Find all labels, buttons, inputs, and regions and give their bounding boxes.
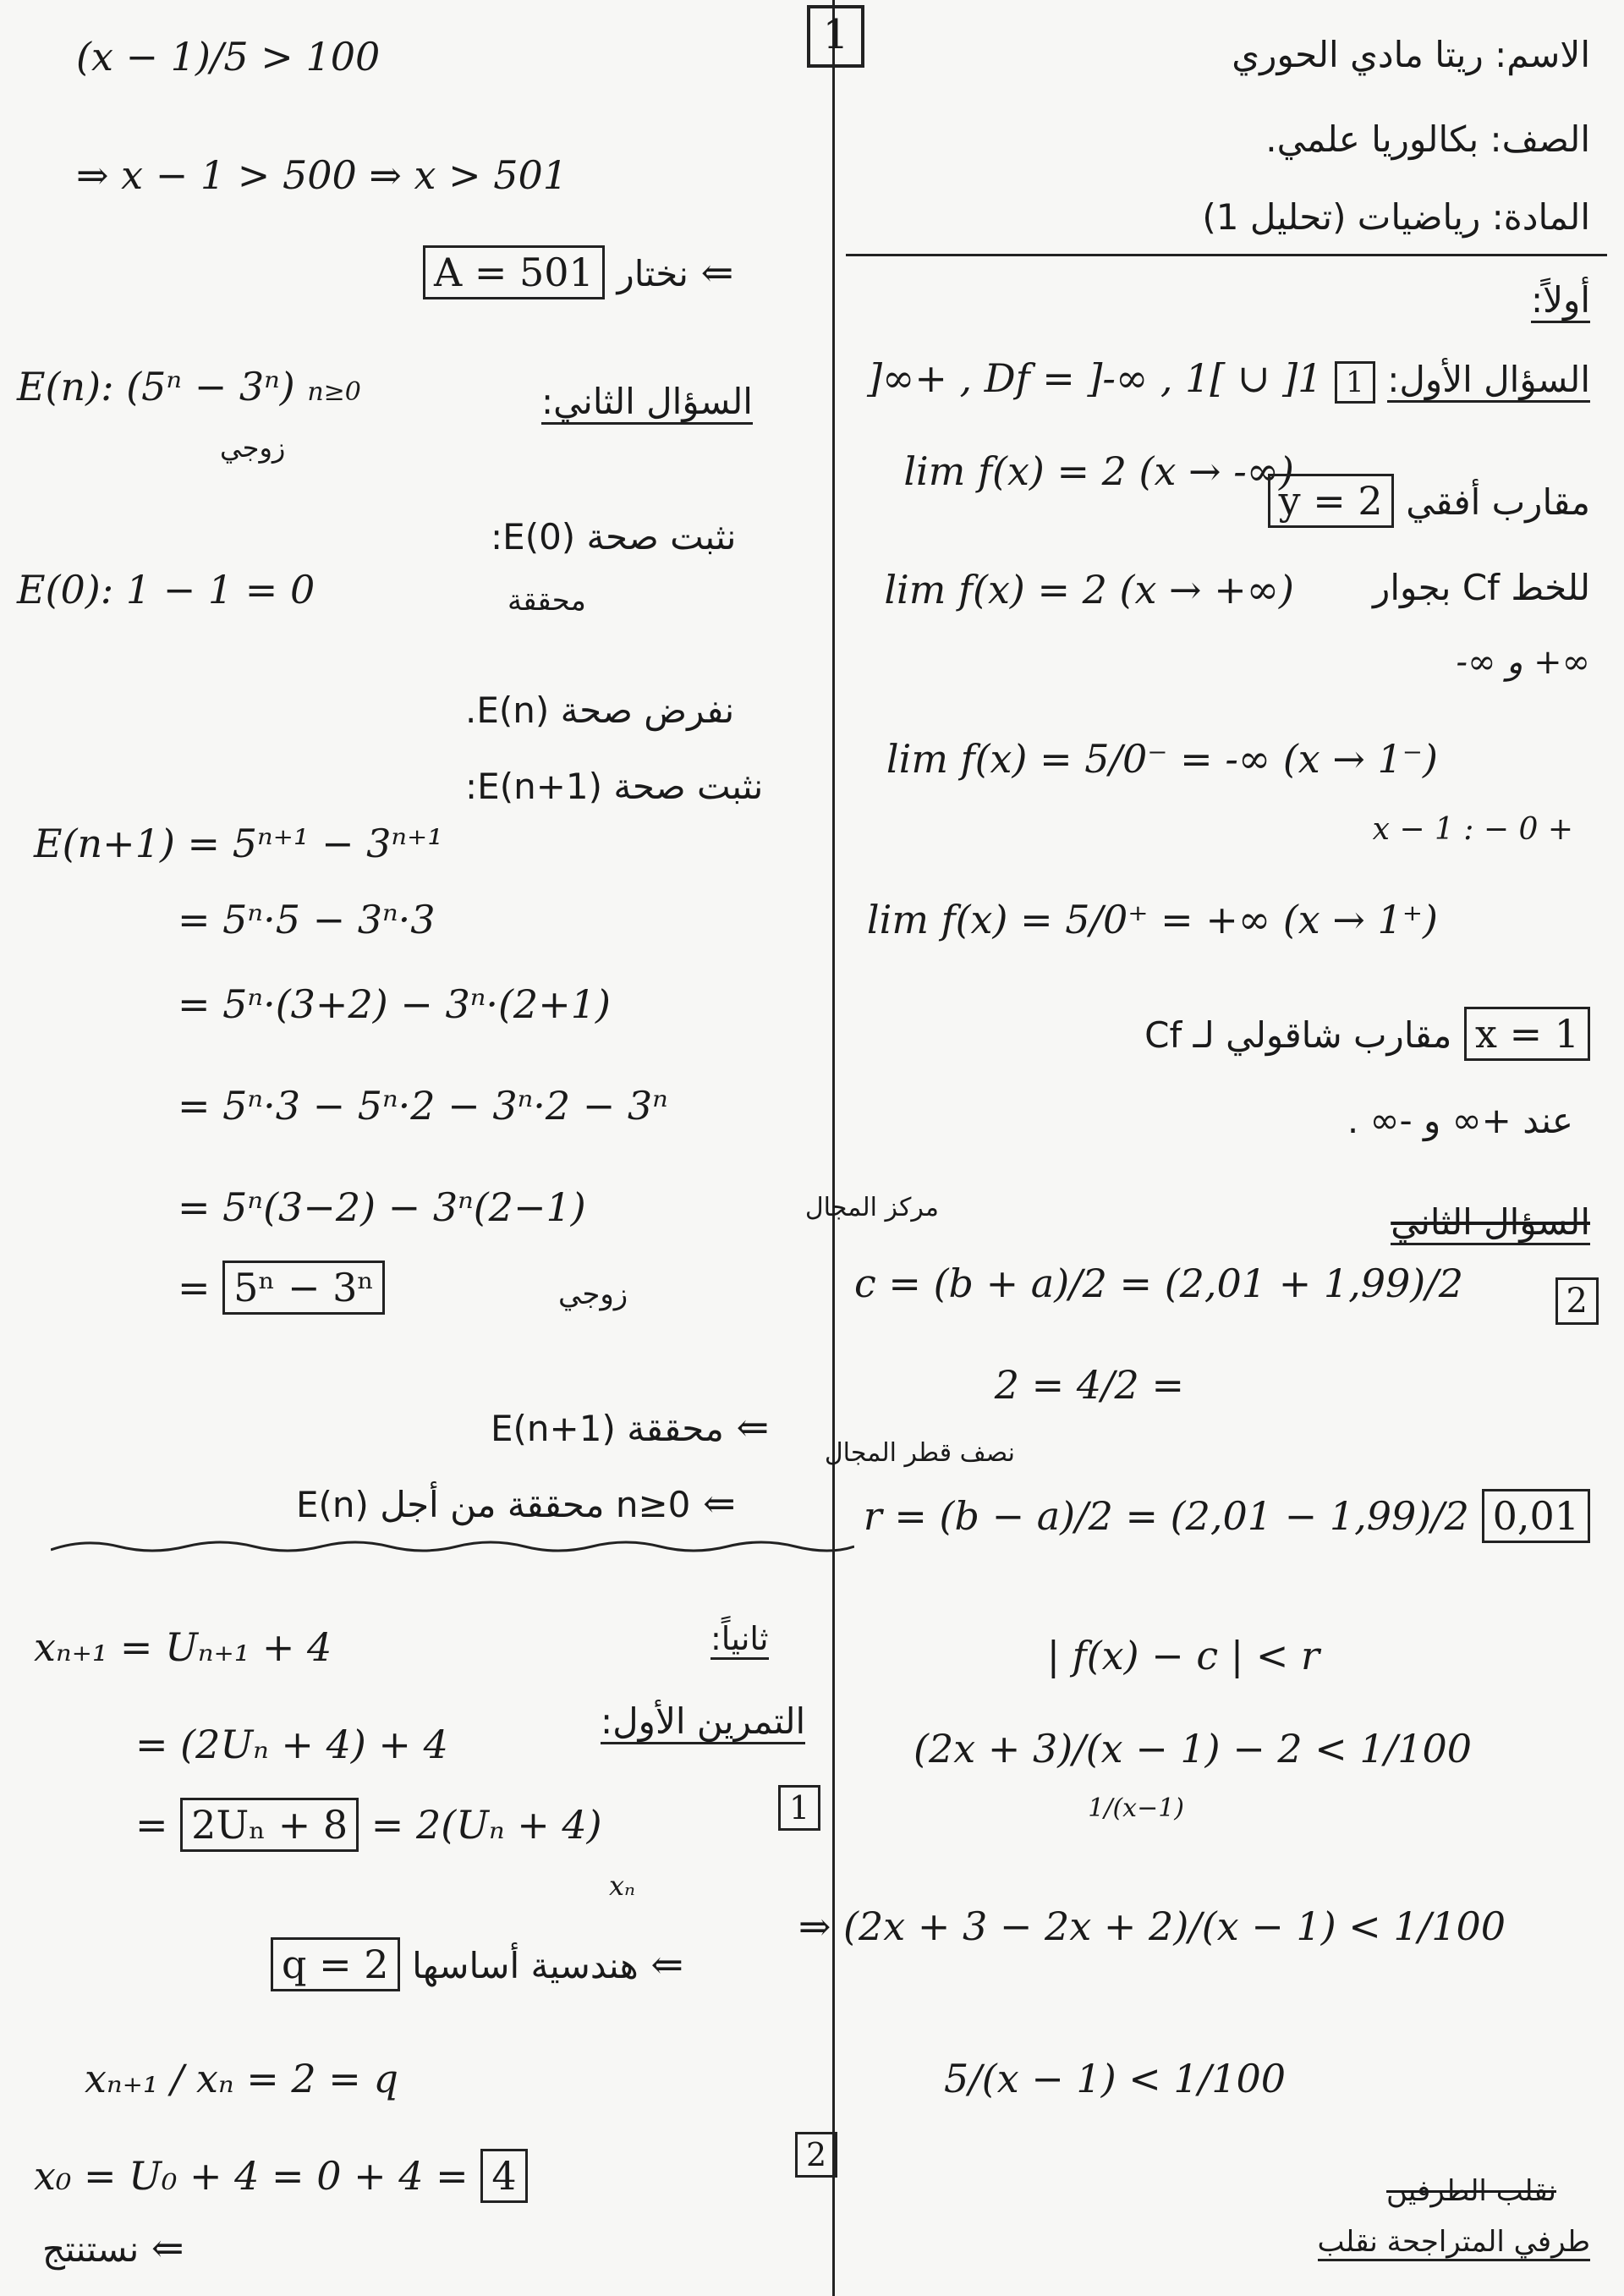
inequality-2: (2x + 3)/(x − 1) − 2 < 1/100: [914, 1726, 1472, 1771]
section-second: ثانياً:: [710, 1620, 769, 1660]
q2-title: السؤال الثاني:: [541, 381, 753, 425]
assume-En: نفرض صحة E(n).: [465, 689, 735, 731]
student-class: الصف: بكالوريا علمي.: [1265, 118, 1590, 160]
En1-verified-row: E(n+1) محققة ⇐: [491, 1404, 769, 1450]
choose-label: نختار: [617, 253, 689, 294]
inequality-2-note: 1/(x−1): [1088, 1793, 1184, 1823]
prove-E0: نثبت صحة E(0):: [491, 516, 737, 558]
x0-box: 4: [480, 2149, 527, 2203]
right-column: [798, 0, 1607, 2296]
q2-label: السؤال الثاني: [1391, 1201, 1590, 1245]
E0-verified: محققة: [508, 584, 586, 618]
column-divider: [832, 0, 835, 2296]
horizontal-asymptote-row: [1268, 474, 1590, 528]
exercise-1-label: التمرين الأول:: [601, 1700, 805, 1744]
E0-calculation: E(0): 1 − 1 = 0: [17, 567, 315, 612]
limit-left-of-1: lim f(x) = 5/0⁻ = -∞ (x → 1⁻): [886, 736, 1438, 782]
header-separator: [846, 254, 1607, 256]
step-6-row: = 5ⁿ − 3ⁿ: [178, 1261, 385, 1315]
vertical-asymptote-label: مقارب شاقولي لـ Cf: [1144, 1014, 1452, 1056]
ratio-box: q = 2: [271, 1937, 400, 1991]
flip-note: طرفي المتراجحة نقلب: [1318, 2225, 1590, 2261]
choose-row: A = 501 نختار ⇐: [423, 245, 733, 299]
x-step-1: xₙ₊₁ = Uₙ₊₁ + 4: [34, 1624, 332, 1670]
limit-minus-inf: lim f(x) = 2 (x → -∞): [903, 448, 1294, 494]
x-step-3c: xₙ: [609, 1870, 636, 1902]
radius-label: نصف قطر المجال: [824, 1438, 1015, 1468]
even-label: زوجي: [558, 1277, 628, 1311]
choose-value: A = 501: [423, 245, 605, 299]
step-2: = 5ⁿ·5 − 3ⁿ·3: [178, 897, 436, 942]
left-ineq-2: ⇒ x − 1 > 500 ⇒ x > 501: [76, 152, 568, 198]
En-even: زوجي: [220, 431, 286, 464]
center-result-value: = 4/2 = 2: [994, 1362, 1184, 1408]
step-4: = 5ⁿ·3 − 5ⁿ·2 − 3ⁿ·2 − 3ⁿ: [178, 1083, 668, 1129]
left-column: [17, 0, 827, 2296]
exercise-1-number: 1: [778, 1785, 820, 1831]
x0-row: [34, 2149, 528, 2203]
inequality-3: ⇒ (2x + 3 − 2x + 2)/(x − 1) < 1/100: [798, 1903, 1506, 1949]
En1-verified: E(n+1) محققة: [491, 1408, 724, 1449]
x-step-2: = (2Uₙ + 4) + 4: [135, 1722, 448, 1767]
deduce-row: نستنتج ⇐: [42, 2225, 184, 2271]
ratio-equation: xₙ₊₁ / xₙ = 2 = q: [85, 2056, 398, 2101]
x-step-3-row: = 2Uₙ + 8 = 2(Uₙ + 4): [135, 1798, 602, 1852]
section-first: أولاً:: [1531, 279, 1590, 323]
x0-equation: x₀ = U₀ + 4 = 0 + 4 =: [34, 2153, 469, 2199]
subject-line: المادة: رياضيات (تحليل 1): [1202, 196, 1590, 238]
vertical-asymptote-eq: x = 1: [1464, 1007, 1590, 1061]
wavy-separator: [51, 1538, 854, 1555]
geometric-row: q = 2 هندسية أساسها ⇐: [271, 1937, 683, 1991]
inequality-4: 5/(x − 1) < 1/100: [943, 2056, 1286, 2101]
horizontal-asymptote-eq: y = 2: [1268, 474, 1394, 528]
x-step-3b: = 2(Uₙ + 4): [370, 1802, 602, 1848]
En-definition-row: [17, 364, 361, 409]
vertical-asymptote-at: عند +∞ و -∞ .: [1347, 1100, 1573, 1141]
left-ineq-1: (x − 1)/5 > 100: [76, 34, 381, 80]
page-number: 1: [807, 5, 864, 68]
student-name: الاسم: ريتا مادي الحوري: [1232, 34, 1590, 75]
conclusion: E(n) محققة من أجل n≥0: [296, 1484, 691, 1525]
q1-row: [867, 355, 1590, 404]
En-definition: E(n): (5ⁿ − 3ⁿ): [17, 364, 295, 409]
step-5: = 5ⁿ(3−2) − 3ⁿ(2−1): [178, 1184, 586, 1230]
prove-En1: نثبت صحة E(n+1):: [465, 766, 764, 807]
horizontal-asymptote-label: مقارب أفقي: [1406, 481, 1590, 523]
cf-infinities: -∞ و +∞: [1456, 643, 1590, 682]
limit-right-of-1: lim f(x) = 5/0⁺ = +∞ (x → 1⁺): [866, 897, 1438, 942]
En-range: n≥0: [307, 377, 361, 407]
step-3: = 5ⁿ·(3+2) − 3ⁿ·(2+1): [178, 981, 611, 1027]
center-equation: c = (b + a)/2 = (2,01 + 1,99)/2: [854, 1261, 1463, 1306]
inequality-1: | f(x) − c | < r: [1046, 1633, 1320, 1678]
step-6-box: 5ⁿ − 3ⁿ: [222, 1261, 385, 1315]
q1-number: 1: [1335, 361, 1375, 404]
center-result: [995, 1362, 1184, 1408]
radius-row: [864, 1489, 1590, 1543]
q1-label: السؤال الأول:: [1387, 359, 1590, 403]
limit-plus-inf: lim f(x) = 2 (x → +∞): [884, 567, 1294, 612]
cf-near-label: للخط Cf بجوار: [1373, 567, 1590, 608]
deduce-label: نستنتج: [42, 2228, 140, 2270]
sign-table-row: x − 1 : − 0 +: [1372, 812, 1573, 847]
center-label: مركز المجال: [804, 1193, 939, 1222]
radius-equation: r = (b − a)/2 = (2,01 − 1,99)/2: [863, 1493, 1469, 1539]
flip-note-struck: نقلب الطرفين: [1386, 2174, 1556, 2208]
step-1: E(n+1) = 5ⁿ⁺¹ − 3ⁿ⁺¹: [34, 821, 443, 866]
geometric-label: هندسية أساسها: [412, 1945, 639, 1986]
q1-domain: Df = ]-∞ , 1[ ∪ ]1 , +∞[: [867, 355, 1323, 401]
conclusion-row: E(n) محققة من أجل n≥0 ⇐: [296, 1480, 736, 1526]
q2-number: 2: [1555, 1277, 1599, 1325]
radius-result: 0,01: [1482, 1489, 1590, 1543]
exercise-1-part-2-number: 2: [795, 2132, 837, 2178]
x-step-3-box: 2Uₙ + 8: [180, 1798, 359, 1852]
vertical-asymptote-row: [1144, 1007, 1590, 1061]
